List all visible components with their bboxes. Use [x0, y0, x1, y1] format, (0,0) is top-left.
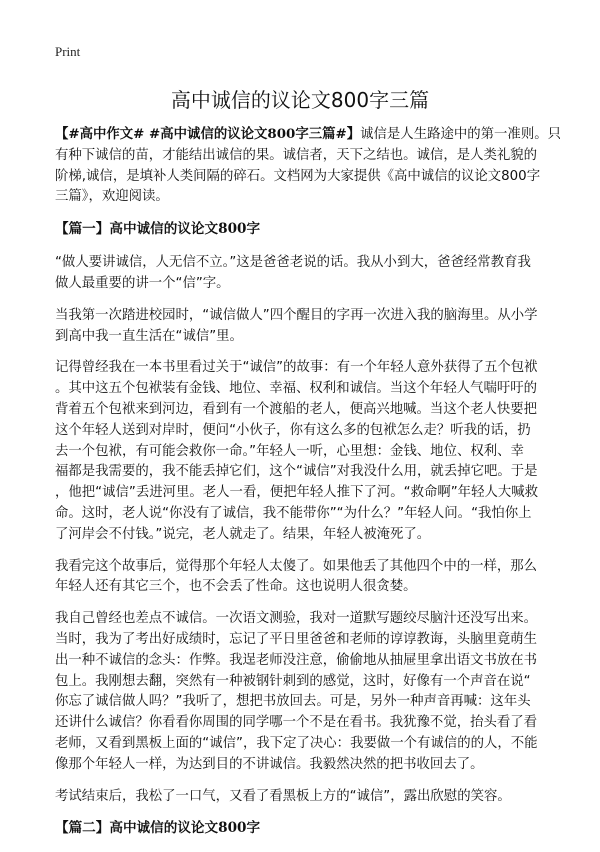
paragraph-line: 老师，又看到黑板上面的“诚信”，我下定了决心：我要做一个有诚信的的人，不能 — [55, 735, 538, 751]
paragraph-line: 做人最重要的讲一个“信”字。 — [55, 275, 230, 291]
intro-line: 阶梯,诚信，是填补人类间隔的碎石。文档网为大家提供《高中诚信的议论文800字 — [55, 168, 541, 184]
paragraph-line: 。其中这五个包袱装有金钱、地位、幸福、权利和诚信。当这个年轻人气喘吁吁的 — [55, 381, 538, 397]
paragraph-line: 当我第一次踏进校园时，“诚信做人”四个醒目的字再一次进入我的脑海里。从小学 — [55, 307, 538, 323]
body-paragraph — [55, 557, 550, 599]
body-paragraph — [55, 253, 550, 295]
section-1-body — [55, 253, 550, 807]
body-paragraph — [55, 306, 550, 348]
section-heading-2: 【篇二】高中诚信的议论文800字 — [55, 820, 261, 837]
paragraph-line: 去一个包袱，有可能会救你一命。”年轻人一听，心里想：金钱、地位、权利、幸 — [55, 443, 524, 459]
paragraph-line: 年轻人还有其它三个，也不会丢了性命。这也说明人很贪婪。 — [55, 579, 417, 595]
paragraph-line: 你忘了诚信做人吗？”我听了，想把书放回去。可是，另外一种声音再喊：这年头 — [55, 694, 531, 710]
paragraph-line: “做人要讲诚信，人无信不立。”这是爸爸老说的话。我从小到大，爸爸经常教育我 — [55, 255, 531, 271]
paragraph-line: 背着五个包袱来到河边，看到有一个渡船的老人，便高兴地喊。当这个老人快要把 — [55, 401, 538, 417]
paragraph-line: 我自己曾经也差点不诚信。一次语文测验，我对一道默写题绞尽脑汁还没写出来。 — [55, 611, 538, 627]
intro-line: 【#高中作文# #高中诚信的议论文800字三篇#】诚信是人生路途中的第一准则。只 — [55, 126, 561, 142]
body-paragraph — [55, 787, 550, 808]
paragraph-line: 记得曾经我在一本书里看过关于“诚信”的故事：有一个年轻人意外获得了五个包袱 — [55, 360, 538, 376]
paragraph-line: 像那个年轻人一样，为达到目的不讲诚信。我毅然决然的把书收回去了。 — [55, 756, 484, 772]
intro-paragraph — [55, 124, 561, 208]
paragraph-line: 包上。我刚想去翻，突然有一种被钢针刺到的感觉，这时，好像有一个声音在说“ — [55, 673, 531, 689]
paragraph-line: 到高中我一直生活在“诚信”里。 — [55, 328, 243, 344]
intro-line: 三篇》，欢迎阅读。 — [55, 189, 169, 205]
body-paragraph — [55, 609, 550, 775]
intro-tag: 【#高中作文# #高中诚信的议论文800字三篇#】 — [55, 126, 361, 142]
paragraph-line: 了河岸会不付钱。”说完，老人就走了。结果，年轻人被淹死了。 — [55, 526, 431, 542]
paragraph-line: 命。这时，老人说“你没有了诚信，我不能带你”“为什么？”年轻人问。“我怕你上 — [55, 505, 532, 521]
paragraph-line: 我看完这个故事后，觉得那个年轻人太傻了。如果他丢了其他四个中的一样，那么 — [55, 558, 538, 574]
paragraph-line: 还讲什么诚信？你看看你周围的同学哪一个不是在看书。我犹豫不觉，抬头看了看 — [55, 715, 538, 731]
paragraph-line: 出一种不诚信的念头：作弊。我逞老师没注意，偷偷地从抽屉里拿出语文书放在书 — [55, 652, 538, 668]
intro-line: 有种下诚信的苗，才能结出诚信的果。诚信者，天下之结也。诚信，是人类礼貌的 — [55, 147, 538, 163]
document-body — [55, 124, 561, 852]
paragraph-line: 这个年轻人送到对岸时，便问“小伙子，你有这么多的包袱怎么走？听我的话，扔 — [55, 422, 531, 438]
paragraph-line: 考试结束后，我松了一口气，又看了看黑板上方的“诚信”，露出欣慰的笑容。 — [55, 788, 511, 804]
paragraph-line: ，他把“诚信”丢进河里。老人一看，便把年轻人推下了河。“救命啊”年轻人大喊救 — [55, 485, 539, 501]
print-label: Print — [55, 44, 81, 59]
section-heading-1: 【篇一】高中诚信的议论文800字 — [55, 221, 261, 238]
paragraph-line: 福都是我需要的，我不能丢掉它们，这个“诚信”对我没什么用，就丢掉它吧。于是 — [55, 464, 538, 480]
paragraph-line: 当时，我为了考出好成绩时，忘记了平日里爸爸和老师的谆谆教诲，头脑里竟萌生 — [55, 631, 538, 647]
body-paragraph — [55, 358, 550, 545]
page-title: 高中诚信的议论文800字三篇 — [170, 88, 430, 112]
